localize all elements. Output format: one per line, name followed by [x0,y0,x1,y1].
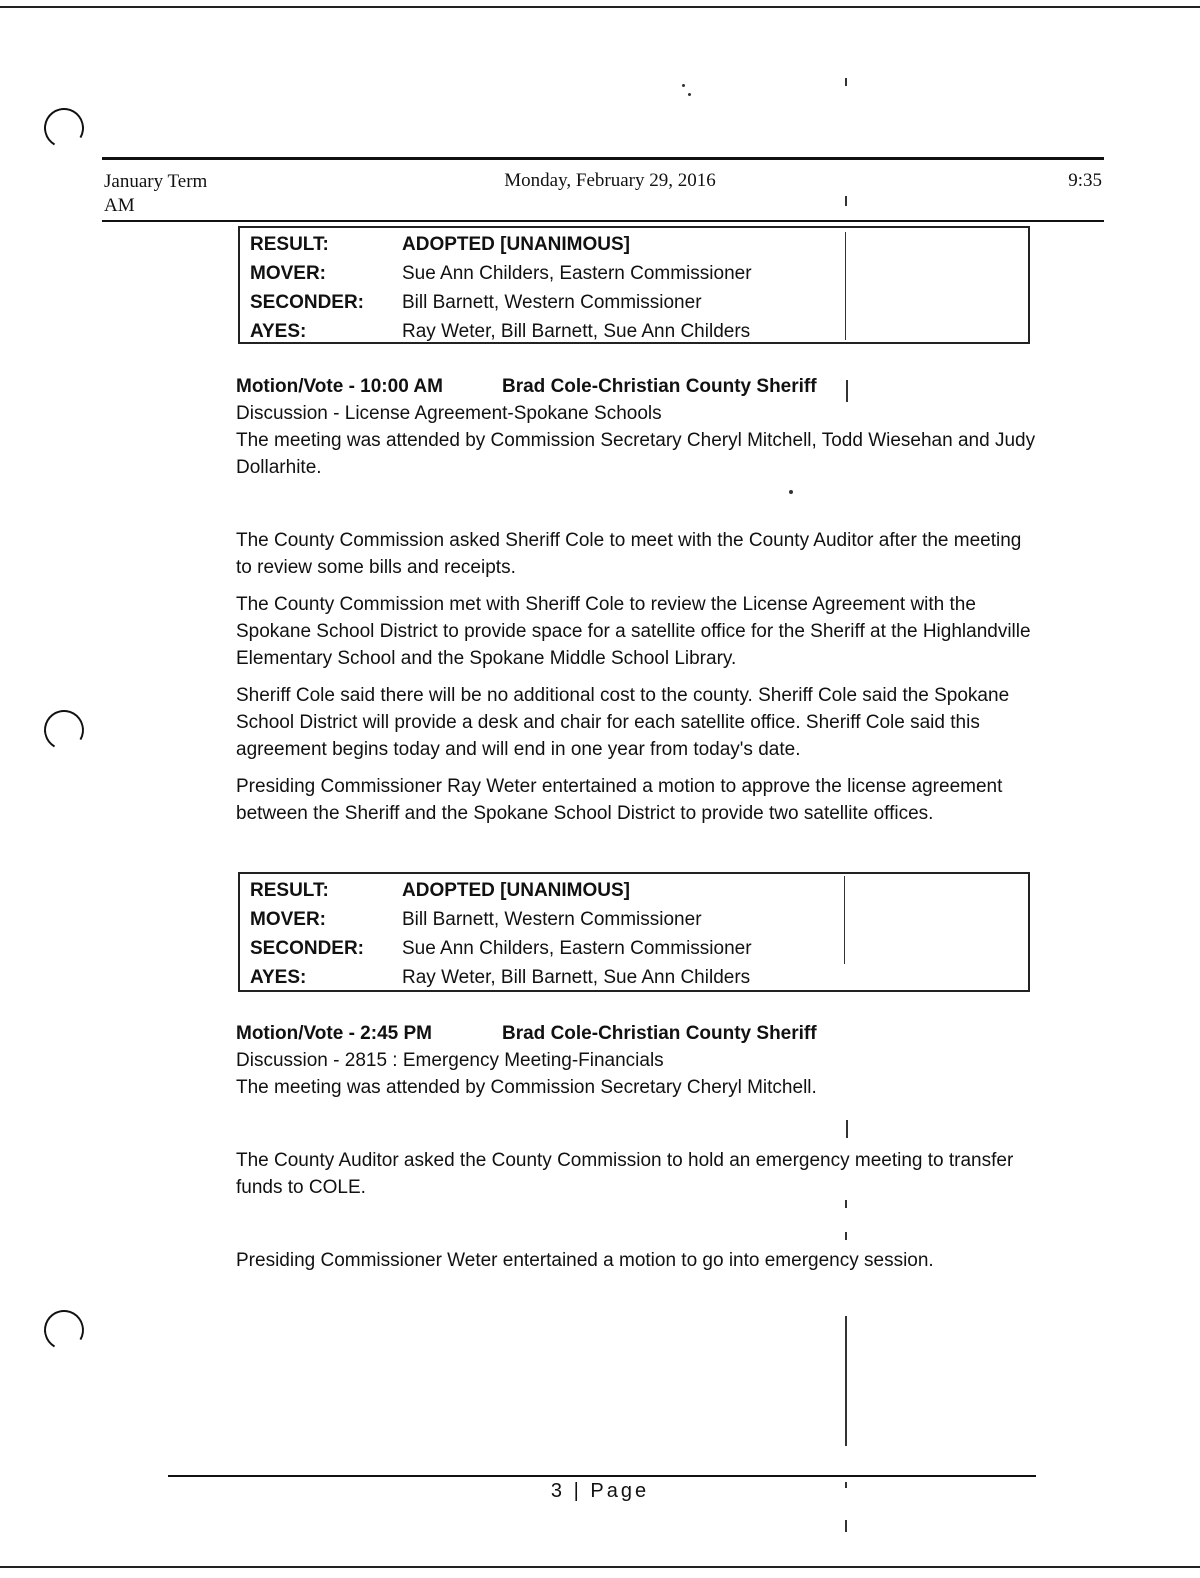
ayes-label: AYES: [250,321,307,342]
header-rule [102,157,1104,160]
motion-heading [236,373,1036,400]
scan-artifact [845,1316,847,1446]
motion-type: Motion/Vote - 10:00 AM [236,376,443,397]
result-value: ADOPTED [UNANIMOUS] [402,880,630,901]
ayes-label: AYES: [250,967,307,988]
vote-row-ayes [250,963,1028,992]
discussion-line: Discussion - 2815 : Emergency Meeting-Financials [236,1050,664,1071]
discussion-line: Discussion - License Agreement-Spokane Schools [236,403,662,424]
mover-label: MOVER: [250,909,326,930]
vote-row-seconder [250,288,1028,317]
page-number: 3 | Page [550,1480,650,1502]
result-value: ADOPTED [UNANIMOUS] [402,234,630,255]
scan-border-top [0,6,1200,8]
motion-heading [236,1020,1036,1047]
seconder-value: Sue Ann Childers, Eastern Commissioner [402,938,752,959]
vote-result-table [238,872,1030,992]
mover-value: Bill Barnett, Western Commissioner [402,909,702,930]
attendance-text: The meeting was attended by Commission Secretary Cheryl Mitchell. [236,1077,817,1098]
vote-row-mover [250,259,1028,288]
punch-hole-icon [40,706,89,755]
scan-artifact [844,876,845,964]
vote-row-result [250,876,1028,905]
seconder-label: SECONDER: [250,292,365,313]
header-time: 9:35 [1068,170,1102,191]
mover-label: MOVER: [250,263,326,284]
result-label: RESULT: [250,880,329,901]
scan-artifact [845,1200,847,1208]
ayes-value: Ray Weter, Bill Barnett, Sue Ann Childers [402,321,751,342]
vote-row-seconder [250,934,1028,963]
seconder-value: Bill Barnett, Western Commissioner [402,292,702,313]
motion-section [236,373,1036,827]
attendance-text: The meeting was attended by Commission Secretary Cheryl Mitchell, Todd Wiesehan and Judy Dollarhite. [236,430,1036,478]
header-ampm: AM [104,195,135,216]
header-rule [102,220,1104,222]
paragraph: The County Commission asked Sheriff Cole to meet with the County Auditor after the meeting to review some bills and receipts. [236,530,1022,578]
ayes-value: Ray Weter, Bill Barnett, Sue Ann Childers [402,967,751,988]
vote-row-result [250,230,1028,259]
scan-artifact [845,1520,847,1532]
motion-presenter: Brad Cole-Christian County Sheriff [502,1023,817,1044]
vote-result-table [238,226,1030,344]
scan-speck [789,490,793,494]
paragraph: The County Commission met with Sheriff Cole to review the License Agreement with the Spokane School District to provide space for a satellite office for the Sheriff at the Highlandville Elementary School and the Spokane Middle School Library. [236,594,1031,669]
paragraph: Presiding Commissioner Ray Weter entertained a motion to approve the license agreement between the Sheriff and the Spokane School District to provide two satellite offices. [236,776,1003,824]
motion-section [236,1020,1036,1274]
scan-artifact [845,232,846,340]
scan-speck [688,93,691,96]
motion-presenter: Brad Cole-Christian County Sheriff [502,376,817,397]
mover-value: Sue Ann Childers, Eastern Commissioner [402,263,752,284]
punch-hole-icon [40,104,89,153]
header-term [104,170,244,218]
result-label: RESULT: [250,234,329,255]
scan-artifact [846,1120,848,1138]
vote-row-ayes [250,317,1028,346]
scan-artifact [845,1482,847,1488]
scan-border-bottom [0,1566,1200,1568]
paragraph: Sheriff Cole said there will be no additional cost to the county. Sheriff Cole said the Spokane School District will provide a desk and chair for each satellite office. Sheriff Cole said this agreement begins today and will end in one year from today's date. [236,685,1010,760]
scan-artifact [845,78,847,86]
scan-artifact [845,1232,847,1240]
seconder-label: SECONDER: [250,938,365,959]
motion-type: Motion/Vote - 2:45 PM [236,1023,432,1044]
header-date: Monday, February 29, 2016 [504,170,716,191]
paragraph: The County Auditor asked the County Commission to hold an emergency meeting to transfer funds to COLE. [236,1150,1014,1198]
scan-speck [682,84,685,87]
scan-artifact [845,196,847,206]
punch-hole-icon [40,1306,89,1355]
scan-artifact [846,380,848,402]
vote-row-mover [250,905,1028,934]
paragraph: Presiding Commissioner Weter entertained a motion to go into emergency session. [236,1250,934,1271]
header-term-name: January Term [104,171,208,192]
footer-rule [168,1475,1036,1477]
